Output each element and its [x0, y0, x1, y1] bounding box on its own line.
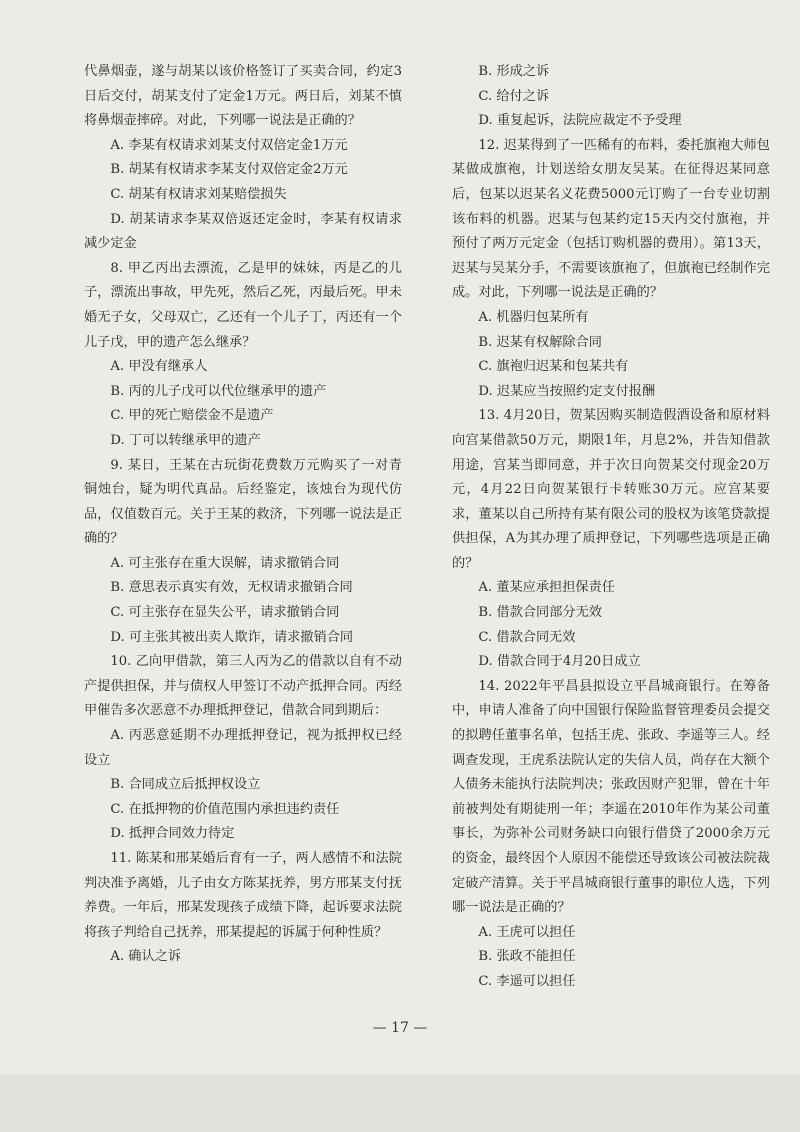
answer-option: D. 重复起诉，法院应裁定不予受理 [478, 113, 682, 129]
answer-option: D. 借款合同于4月20日成立 [478, 654, 641, 670]
answer-option: B. 丙的儿子戊可以代位继承甲的遗产 [110, 383, 327, 399]
answer-option: A. 李某有权请求刘某支付双倍定金1万元 [110, 137, 348, 153]
answer-option: C. 李遥可以担任 [478, 973, 576, 989]
answer-option: A. 可主张存在重大误解，请求撤销合同 [110, 555, 340, 571]
question-text: 14. 2022年平昌县拟设立平昌城商银行。在筹备中，申请人准备了向中国银行保险监督管理委员会提交的拟聘任董事名单，包括王虎、张政、李遥等三人。经调查发现，王虎系法院认定的失信人员，尚存在大额个人债务未能执行法院判决；张政因财产犯罪，曾在十年前被判处有期徒刑一年；李遥在2010年作为某公司董事长，为弥补公司财务缺口向银行借贷了2000余万元的资金，最终因个人原因不能偿还导致该公司被法院裁定破产清算。关于平昌城商银行董事的职位人选，下列哪一说法是正确的？ [452, 678, 770, 916]
answer-option: D. 迟某应当按照约定支付报酬 [478, 383, 656, 399]
answer-option: C. 给付之诉 [478, 88, 550, 104]
answer-option: B. 胡某有权请求李某支付双倍定金2万元 [110, 162, 348, 178]
question-text: D. 胡某请求李某双倍返还定金时，李某有权请求减少定金 [84, 211, 402, 252]
answer-option: C. 在抵押物的价值范围内承担违约责任 [110, 801, 340, 817]
answer-option: C. 借款合同无效 [478, 629, 576, 645]
answer-option: B. 意思表示真实有效，无权请求撤销合同 [110, 580, 353, 596]
right-column [452, 60, 770, 995]
question-text: 11. 陈某和邢某婚后育有一子，两人感情不和法院判决准予离婚，儿子由女方陈某抚养，男方邢某支付抚养费。一年后，邢某发现孩子成绩下降，起诉要求法院将孩子判给自己抚养，邢某提起的诉属于何种性质？ [84, 851, 402, 940]
answer-option: A. 董某应承担担保责任 [478, 580, 615, 596]
answer-option: C. 胡某有权请求刘某赔偿损失 [110, 186, 287, 202]
answer-option: D. 可主张其被出卖人欺诈，请求撤销合同 [110, 629, 354, 645]
scan-margin [0, 1074, 800, 1132]
answer-option: A. 甲没有继承人 [110, 359, 208, 375]
answer-option: B. 迟某有权解除合同 [478, 334, 602, 350]
left-column [84, 60, 402, 970]
question-text: 12. 迟某得到了一匹稀有的布料，委托旗袍大师包某做成旗袍，计划送给女朋友吴某。在征得迟某同意后，包某以迟某名义花费5000元订购了一台专业切割该布料的机器。迟某与包某约定15天内交付旗袍，并预付了两万元定金（包括订购机器的费用）。第13天，迟某与吴某分手，不需要该旗袍了，但旗袍已经制作完成。对此，下列哪一说法是正确的？ [452, 137, 770, 301]
answer-option: B. 借款合同部分无效 [478, 605, 602, 621]
answer-option: A. 王虎可以担任 [478, 924, 576, 940]
question-text: 9. 某日，王某在古玩街花费数万元购买了一对青铜烛台，疑为明代真品。后经鉴定，该烛台为现代仿品，仅值数百元。关于王某的救济，下列哪一说法是正确的？ [84, 457, 402, 547]
answer-option: B. 张政不能担任 [478, 949, 576, 965]
answer-option: A. 确认之诉 [110, 949, 182, 965]
answer-option: D. 抵押合同效力待定 [110, 826, 235, 842]
answer-option: C. 旗袍归迟某和包某共有 [478, 359, 629, 375]
answer-option: C. 甲的死亡赔偿金不是遗产 [110, 408, 274, 424]
question-text: 10. 乙向甲借款，第三人丙为乙的借款以自有不动产提供担保，并与债权人甲签订不动产抵押合同。丙经甲催告多次恶意不办理抵押登记，借款合同到期后： [84, 654, 402, 719]
answer-option: A. 机器归包某所有 [478, 309, 589, 325]
question-text: 代鼻烟壶，遂与胡某以该价格签订了买卖合同，约定3日后交付，胡某支付了定金1万元。两日后，刘某不慎将鼻烟壶摔碎。对此，下列哪一说法是正确的？ [84, 64, 402, 129]
question-text: A. 丙恶意延期不办理抵押登记，视为抵押权已经设立 [84, 728, 402, 768]
answer-option: D. 丁可以转继承甲的遗产 [110, 432, 261, 448]
answer-option: C. 可主张存在显失公平，请求撤销合同 [110, 605, 340, 621]
answer-option: B. 合同成立后抵押权设立 [110, 777, 261, 793]
answer-option: B. 形成之诉 [478, 64, 550, 79]
page-number: — 17 — [372, 1020, 428, 1036]
question-text: 13. 4月20日，贺某因购买制造假酒设备和原材料向宫某借款50万元，期限1年，月息2%，并告知借款用途，宫某当即同意，并于次日向贺某交付现金20万元，4月22日向贺某银行卡转账30万元。应宫某要求，董某以自己所持有某有限公司的股权为该笔贷款提供担保，A为其办理了质押登记，下列哪些选项是正确的？ [452, 408, 770, 571]
question-text: 8. 甲乙丙出去漂流，乙是甲的妹妹，丙是乙的儿子，漂流出事故，甲先死，然后乙死，丙最后死。甲未婚无子女，父母双亡，乙还有一个儿子丁，丙还有一个儿子戊，甲的遗产怎么继承？ [84, 260, 402, 350]
